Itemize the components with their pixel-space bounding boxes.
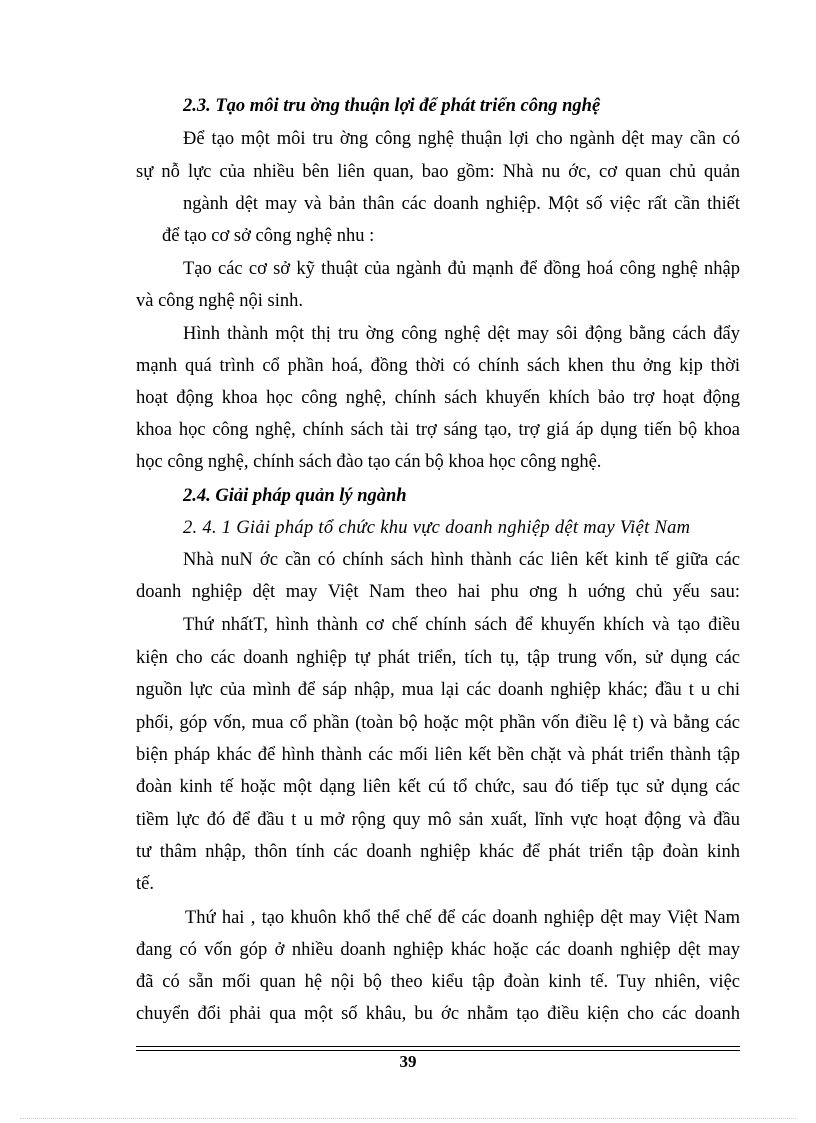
page-number: 39 bbox=[399, 1052, 417, 1071]
paragraph-line: để tạo cơ sở công nghệ nhu : bbox=[162, 226, 375, 246]
paragraph-line: biện pháp khác để hình thành các mối liên kết bền chặt và phát triển thành tập bbox=[136, 745, 740, 765]
section-heading-2-3: 2.3. Tạo môi tru ờng thuận lợi để phát triển công nghệ bbox=[183, 96, 601, 116]
paragraph-line: và công nghệ nội sinh. bbox=[136, 291, 303, 311]
paragraph-line: Nhà nuN ớc cần có chính sách hình thành các liên kết kinh tế giữa các bbox=[183, 550, 740, 570]
paragraph-line: Thứ hai , tạo khuôn khổ thể chế để các doanh nghiệp dệt may Việt Nam bbox=[185, 908, 740, 928]
paragraph-line: tiềm lực đó để đầu t u mở rộng quy mô sản xuất, lĩnh vực hoạt động và đầu bbox=[136, 810, 740, 830]
paragraph-line: chuyển đổi phải qua một số khâu, bu ớc nhằm tạo điều kiện cho các doanh bbox=[136, 1004, 740, 1024]
paragraph-line: Tạo các cơ sở kỹ thuật của ngành đủ mạnh để đồng hoá công nghệ nhập bbox=[183, 259, 740, 279]
page-bottom-divider bbox=[20, 1118, 796, 1119]
paragraph-line: Thứ nhấtT, hình thành cơ chế chính sách để khuyến khích và tạo điều bbox=[183, 615, 740, 635]
paragraph-line: mạnh quá trình cổ phần hoá, đồng thời có chính sách khen thu ởng kịp thời bbox=[136, 356, 740, 376]
paragraph-line: ngành dệt may và bản thân các doanh nghiệp. Một số việc rất cần thiết bbox=[183, 194, 740, 214]
paragraph-line: sự nỗ lực của nhiều bên liên quan, bao gồm: Nhà nu ớc, cơ quan chủ quản bbox=[136, 162, 740, 182]
paragraph-line: khoa học công nghệ, chính sách tài trợ sáng tạo, trợ giá áp dụng tiến bộ khoa bbox=[136, 420, 740, 440]
paragraph-line: Để tạo một môi tru ờng công nghệ thuận lợi cho ngành dệt may cần có bbox=[183, 129, 740, 149]
paragraph-line: nguồn lực của mình để sáp nhập, mua lại các doanh nghiệp khác; đầu t u chi bbox=[136, 680, 740, 700]
subsection-heading-2-4-1: 2. 4. 1 Giải pháp tổ chức khu vực doanh nghiệp dệt may Việt Nam bbox=[183, 518, 691, 538]
section-heading-2-4: 2.4. Giải pháp quản lý ngành bbox=[183, 486, 407, 506]
paragraph-line: kiện cho các doanh nghiệp tự phát triển, tích tụ, tập trung vốn, sử dụng các bbox=[136, 648, 740, 668]
paragraph-line: đoàn kinh tế hoặc một dạng liên kết cú tổ chức, sau đó tiếp tục sử dụng các bbox=[136, 777, 740, 797]
footer-rule-top bbox=[136, 1046, 740, 1047]
paragraph-line: đang có vốn góp ở nhiều doanh nghiệp khác hoặc các doanh nghiệp dệt may bbox=[136, 940, 740, 960]
paragraph-line: đã có sẵn mối quan hệ nội bộ theo kiểu tập đoàn kinh tế. Tuy nhiên, việc bbox=[136, 972, 740, 992]
paragraph-line: Hình thành một thị tru ờng công nghệ dệt may sôi động bằng cách đẩy bbox=[183, 324, 740, 344]
paragraph-line: hoạt động khoa học công nghệ, chính sách khuyến khích bảo trợ hoạt động bbox=[136, 388, 740, 408]
paragraph-line: doanh nghiệp dệt may Việt Nam theo hai phu ơng h uớng chủ yếu sau: bbox=[136, 582, 740, 602]
paragraph-line: phối, góp vốn, mua cổ phần (toàn bộ hoặc một phần vốn điều lệ t) và bằng các bbox=[136, 713, 740, 733]
footer-rule-bottom bbox=[136, 1050, 740, 1051]
paragraph-line: học công nghệ, chính sách đào tạo cán bộ khoa học công nghệ. bbox=[136, 452, 602, 472]
paragraph-line: tế. bbox=[136, 874, 154, 894]
paragraph-line: tư thâm nhập, thôn tính các doanh nghiệp khác để phát triển tập đoàn kinh bbox=[136, 842, 740, 862]
